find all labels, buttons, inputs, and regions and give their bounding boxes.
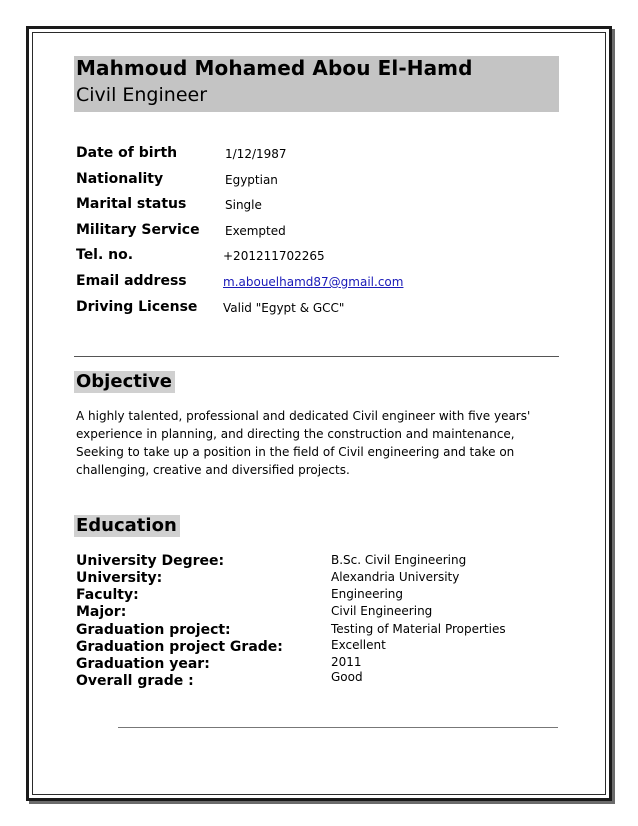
value-marital-status: Single [225,198,262,212]
value-overall-grade: Good [331,670,363,684]
value-driving-license: Valid "Egypt & GCC" [223,301,345,315]
label-tel-no: Tel. no. [76,247,134,263]
value-graduation-year: 2011 [331,655,362,669]
value-date-of-birth: 1/12/1987 [225,147,287,161]
label-faculty: Faculty: [76,587,139,603]
value-graduation-project: Testing of Material Properties [331,622,506,636]
value-university-degree: B.Sc. Civil Engineering [331,553,467,567]
candidate-name: Mahmoud Mohamed Abou El-Hamd [76,56,473,80]
candidate-title: Civil Engineer [76,84,208,106]
value-military-service: Exempted [225,224,286,238]
label-email-address: Email address [76,273,187,289]
label-marital-status: Marital status [76,196,187,212]
value-university: Alexandria University [331,570,460,584]
value-nationality: Egyptian [225,173,278,187]
education-heading: Education [74,515,180,537]
value-tel-no: +201211702265 [223,249,325,263]
label-military-service: Military Service [76,222,200,238]
objective-heading: Objective [74,371,175,393]
label-date-of-birth: Date of birth [76,145,178,161]
value-major: Civil Engineering [331,604,433,618]
section-divider [74,356,559,357]
label-graduation-project-grade: Graduation project Grade: [76,639,283,655]
label-overall-grade: Overall grade : [76,673,194,689]
label-driving-license: Driving License [76,299,198,315]
value-graduation-project-grade: Excellent [331,638,386,652]
label-university: University: [76,570,163,586]
email-link[interactable]: m.abouelhamd87@gmail.com [223,275,404,289]
label-major: Major: [76,604,127,620]
label-university-degree: University Degree: [76,553,225,569]
value-faculty: Engineering [331,587,403,601]
footer-divider [118,727,558,728]
label-graduation-project: Graduation project: [76,622,231,638]
label-graduation-year: Graduation year: [76,656,210,672]
objective-text: A highly talented, professional and dedicated Civil engineer with five years' experience in planning, and directing the construction and maintenance, Seeking to take up a position in the field of Civil engineering and take on challenging, creative and diversified projects. [76,409,531,477]
label-nationality: Nationality [76,171,164,187]
